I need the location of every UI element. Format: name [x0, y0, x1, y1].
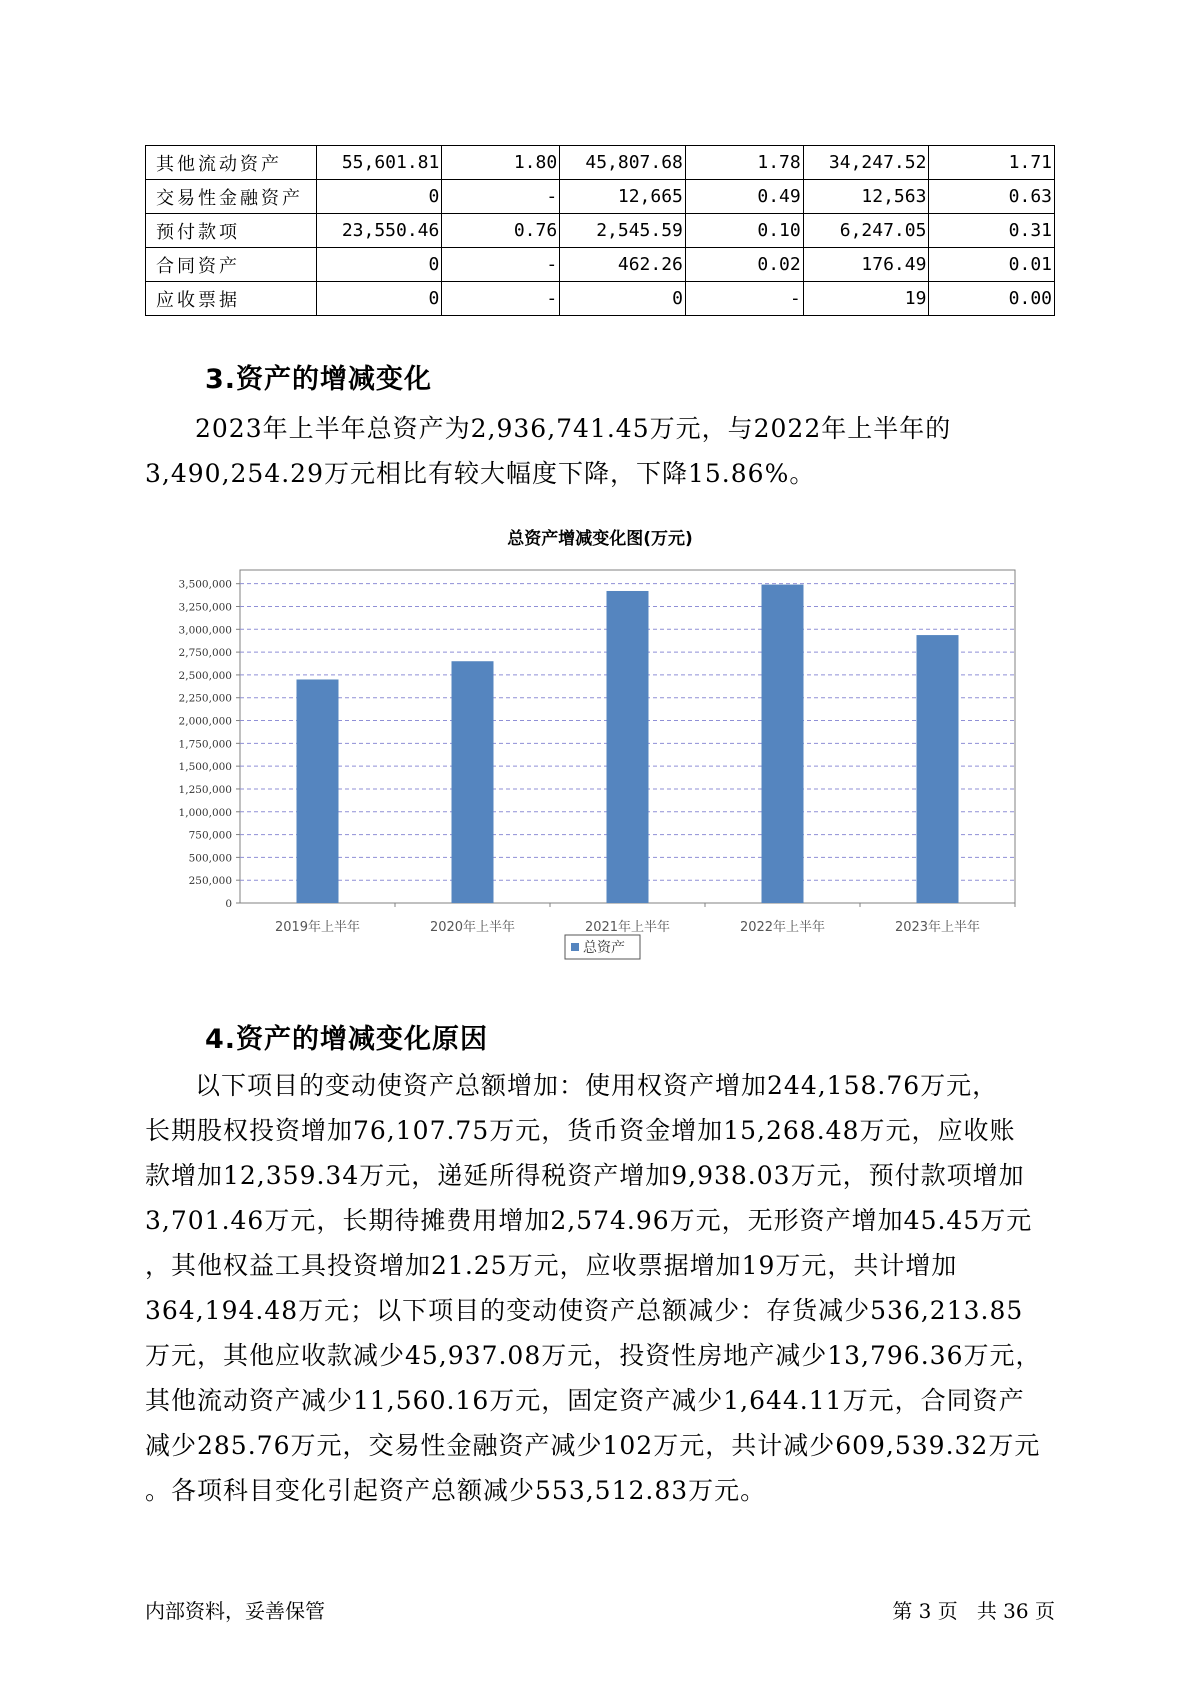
table-cell: 45,807.68 — [560, 146, 686, 180]
table-cell: 0.76 — [442, 214, 560, 248]
table-cell: - — [685, 282, 803, 316]
table-cell: 0 — [560, 282, 686, 316]
y-tick-label: 1,250,000 — [178, 783, 232, 796]
section3-paragraph — [145, 406, 1055, 496]
x-tick-label: 2023年上半年 — [894, 920, 981, 935]
y-tick-label: 1,000,000 — [178, 806, 232, 819]
total-assets-chart — [145, 525, 1055, 970]
bar — [452, 661, 494, 903]
legend-label: 总资产 — [583, 940, 625, 956]
bar — [607, 591, 649, 903]
table-row — [146, 282, 1055, 316]
y-tick-label: 3,500,000 — [178, 578, 232, 591]
x-tick-label: 2019年上半年 — [274, 920, 361, 935]
section4-line: 。各项科目变化引起资产总额减少553,512.83万元。 — [145, 1476, 767, 1505]
footer-left: 内部资料，妥善保管 — [145, 1599, 325, 1623]
asset-table — [145, 145, 1055, 316]
bar — [762, 585, 804, 903]
section4-line: 款增加12,359.34万元，递延所得税资产增加9,938.03万元，预付款项增加 — [145, 1161, 1025, 1190]
section3-line-1: 2023年上半年总资产为2,936,741.45万元，与2022年上半年的 — [195, 414, 952, 443]
table-cell: 0.01 — [929, 248, 1055, 282]
table-cell: 0.02 — [685, 248, 803, 282]
footer-page-number: 第 3 页 共 36 页 — [892, 1599, 1055, 1623]
table-cell: 0.10 — [685, 214, 803, 248]
section4-line: 364,194.48万元；以下项目的变动使资产总额减少：存货减少536,213.85 — [145, 1296, 1024, 1325]
section4-heading: 4.资产的增减变化原因 — [205, 1024, 489, 1055]
section4-line: 减少285.76万元，交易性金融资产减少102万元，共计减少609,539.32万元 — [145, 1431, 1041, 1460]
table-cell: 1.71 — [929, 146, 1055, 180]
row-label: 预付款项 — [146, 214, 317, 248]
section4-line: 长期股权投资增加76,107.75万元，货币资金增加15,268.48万元，应收账 — [145, 1116, 1016, 1145]
table-cell: 0 — [316, 248, 442, 282]
table-cell: 34,247.52 — [803, 146, 929, 180]
y-tick-label: 250,000 — [188, 875, 232, 888]
x-tick-label: 2022年上半年 — [739, 920, 826, 935]
section4-line: ，其他权益工具投资增加21.25万元，应收票据增加19万元，共计增加 — [145, 1251, 958, 1280]
row-label: 交易性金融资产 — [146, 180, 317, 214]
y-tick-label: 3,250,000 — [178, 601, 232, 614]
y-tick-label: 2,750,000 — [178, 647, 232, 660]
section4-paragraph — [145, 1063, 1055, 1513]
section3-heading: 3.资产的增减变化 — [205, 364, 433, 395]
table-row — [146, 180, 1055, 214]
table-cell: 1.80 — [442, 146, 560, 180]
table-cell: 0 — [316, 180, 442, 214]
section3-line-2: 3,490,254.29万元相比有较大幅度下降，下降15.86%。 — [145, 459, 816, 488]
row-label: 应收票据 — [146, 282, 317, 316]
table-cell: 6,247.05 — [803, 214, 929, 248]
chart-title: 总资产增减变化图(万元) — [507, 529, 693, 549]
chart-svg — [145, 525, 1055, 970]
y-tick-label: 2,500,000 — [178, 669, 232, 682]
table-cell: 55,601.81 — [316, 146, 442, 180]
table-cell: 0.49 — [685, 180, 803, 214]
x-tick-label: 2021年上半年 — [584, 920, 671, 935]
row-label: 合同资产 — [146, 248, 317, 282]
section4-line: 3,701.46万元，长期待摊费用增加2,574.96万元，无形资产增加45.45万元 — [145, 1206, 1033, 1235]
y-tick-label: 0 — [225, 898, 232, 910]
legend-swatch — [571, 943, 579, 951]
y-tick-label: 1,500,000 — [178, 761, 232, 774]
y-tick-label: 2,000,000 — [178, 715, 232, 728]
table-row — [146, 146, 1055, 180]
table-cell: 12,665 — [560, 180, 686, 214]
row-label: 其他流动资产 — [146, 146, 317, 180]
table-cell: - — [442, 248, 560, 282]
y-tick-label: 1,750,000 — [178, 738, 232, 751]
table-cell: 0.31 — [929, 214, 1055, 248]
table-cell: 0.00 — [929, 282, 1055, 316]
table-cell: 2,545.59 — [560, 214, 686, 248]
y-tick-label: 750,000 — [188, 829, 232, 842]
table-cell: - — [442, 180, 560, 214]
bar — [917, 635, 959, 903]
y-tick-label: 2,250,000 — [178, 692, 232, 705]
table-cell: - — [442, 282, 560, 316]
y-tick-label: 3,000,000 — [178, 624, 232, 637]
table-cell: 23,550.46 — [316, 214, 442, 248]
table-cell: 462.26 — [560, 248, 686, 282]
table-cell: 0 — [316, 282, 442, 316]
table-cell: 176.49 — [803, 248, 929, 282]
table-cell: 1.78 — [685, 146, 803, 180]
section4-line: 以下项目的变动使资产总额增加：使用权资产增加244,158.76万元， — [195, 1071, 999, 1100]
table-cell: 12,563 — [803, 180, 929, 214]
x-tick-label: 2020年上半年 — [429, 920, 516, 935]
bar — [297, 679, 339, 903]
table-cell: 0.63 — [929, 180, 1055, 214]
section4-line: 万元，其他应收款减少45,937.08万元，投资性房地产减少13,796.36万元， — [145, 1341, 1042, 1370]
section4-line: 其他流动资产减少11,560.16万元，固定资产减少1,644.11万元，合同资产 — [145, 1386, 1025, 1415]
table-row — [146, 214, 1055, 248]
table-row — [146, 248, 1055, 282]
table-cell: 19 — [803, 282, 929, 316]
y-tick-label: 500,000 — [188, 852, 232, 865]
